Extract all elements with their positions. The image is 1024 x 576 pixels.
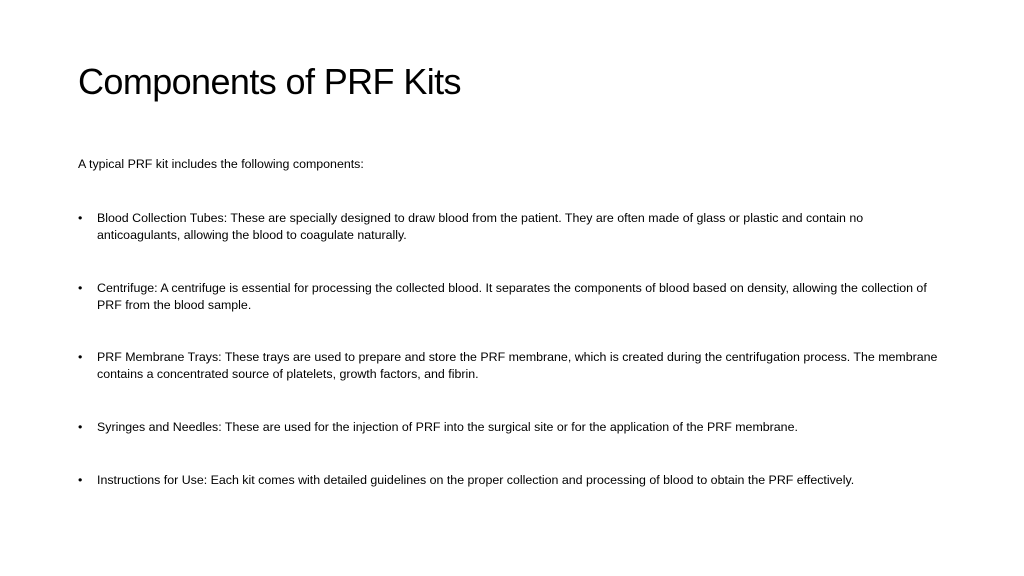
- bullet-item: [78, 210, 948, 244]
- bullet-text: Syringes and Needles: These are used for the injection of PRF into the surgical site or for the application of the PRF membrane.: [97, 420, 798, 434]
- bullet-dot-icon: •: [78, 473, 83, 487]
- bullet-item: [78, 280, 948, 314]
- bullet-text: PRF Membrane Trays: These trays are used to prepare and store the PRF membrane, which is created during the centrifugation process. The membrane contains a concentrated source of platelets, growth factors, and fibrin.: [97, 350, 938, 381]
- bullet-item: [78, 349, 948, 383]
- bullet-text: Instructions for Use: Each kit comes with detailed guidelines on the proper collection and processing of blood to obtain the PRF effectively.: [97, 473, 855, 487]
- bullet-text: Centrifuge: A centrifuge is essential for processing the collected blood. It separates the components of blood based on density, allowing the collection of PRF from the blood sample.: [97, 281, 927, 312]
- bullet-dot-icon: •: [78, 350, 83, 364]
- bullet-dot-icon: •: [78, 211, 83, 225]
- bullet-text: Blood Collection Tubes: These are specially designed to draw blood from the patient. They are often made of glass or plastic and contain no anticoagulants, allowing the blood to coagulate naturally.: [97, 211, 864, 242]
- bullet-dot-icon: •: [78, 281, 83, 295]
- slide-title: Components of PRF Kits: [78, 61, 461, 102]
- bullet-item: [78, 419, 948, 436]
- bullet-dot-icon: •: [78, 420, 83, 434]
- intro-text: A typical PRF kit includes the following components:: [78, 157, 364, 171]
- bullet-item: [78, 472, 948, 489]
